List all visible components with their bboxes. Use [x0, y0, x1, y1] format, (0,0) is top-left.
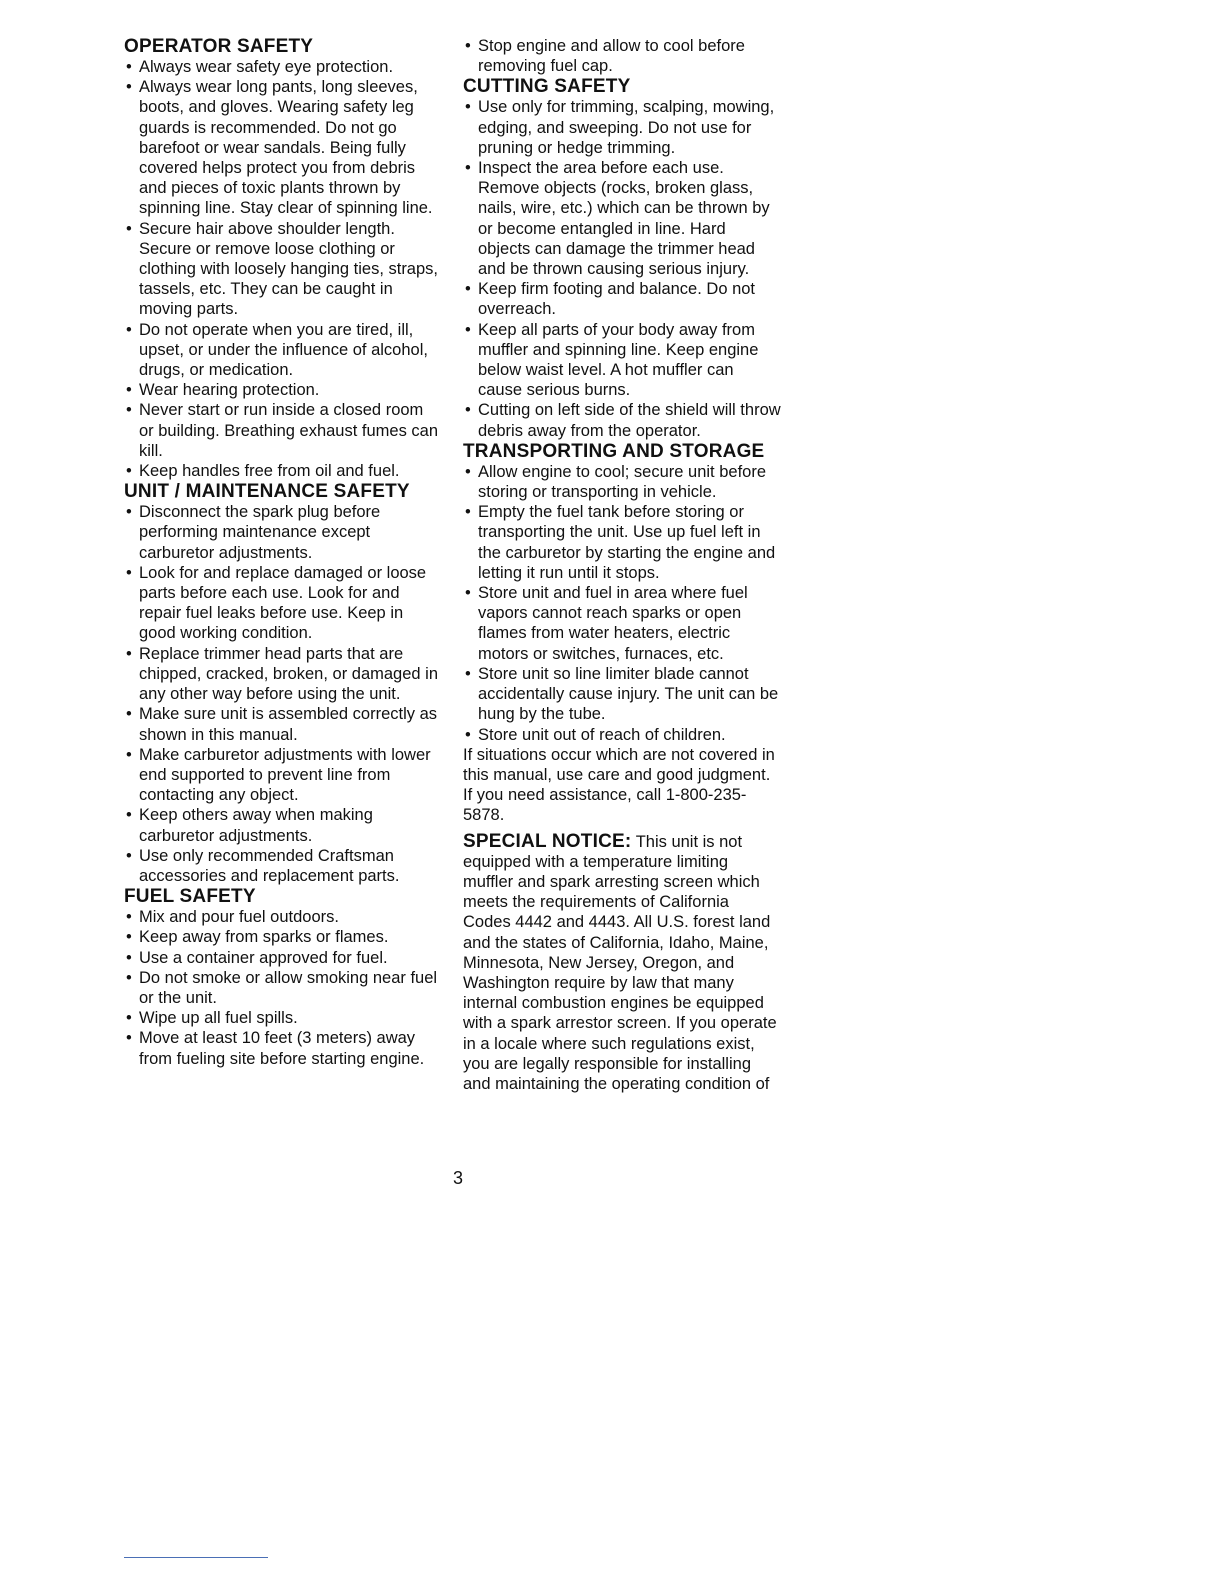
special-notice-heading: SPECIAL NOTICE: [463, 830, 632, 852]
list-item: • Wear hearing protection. [124, 380, 442, 400]
list-item: • Use a container approved for fuel. [124, 948, 442, 968]
special-notice [463, 832, 781, 1095]
page-number: 3 [452, 1168, 463, 1188]
list-item: • Always wear safety eye protection. [124, 57, 442, 77]
list-item: • Empty the fuel tank before storing or transporting the unit. Use up fuel left in the carburetor by starting the engine and letting it run until it stops. [463, 502, 781, 583]
list-item: • Keep firm footing and balance. Do not overreach. [463, 279, 781, 319]
transporting-storage-heading: TRANSPORTING AND STORAGE [463, 440, 765, 462]
cutting-safety-list [463, 97, 781, 440]
list-item: • Look for and replace damaged or loose parts before each use. Look for and repair fuel leaks before use. Keep in good working condition. [124, 563, 442, 644]
list-item: • Use only recommended Craftsman accessories and replacement parts. [124, 846, 442, 886]
list-item: • Keep others away when making carburetor adjustments. [124, 805, 442, 845]
list-item: • Make carburetor adjustments with lower end supported to prevent line from contacting any object. [124, 745, 442, 806]
list-item: • Do not smoke or allow smoking near fuel or the unit. [124, 968, 442, 1008]
unit-maintenance-safety-heading: UNIT / MAINTENANCE SAFETY [124, 481, 410, 503]
list-item: • Store unit so line limiter blade cannot accidentally cause injury. The unit can be hung by the tube. [463, 664, 781, 725]
special-notice-text: This unit is not equipped with a temperature limiting muffler and spark arresting screen which meets the requirements of California Codes 4442 and 4443. All U.S. forest land and the states of California, Idaho, Maine, Minnesota, New Jersey, Oregon, and Washington require by law that many internal combustion engines be equipped with a spark arrestor screen. If you operate in a locale where such regulations exist, you are legally responsible for installing and maintaining the operating condition of [463, 832, 777, 1093]
fuel-safety-list [124, 907, 442, 1069]
closing-paragraph: If situations occur which are not covered in this manual, use care and good judgment. If you need assistance, call 1-800-235-5878. [463, 745, 775, 825]
list-item: • Keep away from sparks or flames. [124, 927, 442, 947]
list-item: • Stop engine and allow to cool before removing fuel cap. [463, 36, 781, 76]
list-item: • Never start or run inside a closed room or building. Breathing exhaust fumes can kill. [124, 400, 442, 461]
list-item: • Mix and pour fuel outdoors. [124, 907, 442, 927]
operator-safety-heading: OPERATOR SAFETY [124, 36, 314, 57]
list-item: • Store unit out of reach of children. [463, 725, 781, 745]
transporting-storage-list [463, 462, 781, 745]
list-item: • Secure hair above shoulder length. Secure or remove loose clothing or clothing with loosely hanging ties, straps, tassels, etc. They can be caught in moving parts. [124, 219, 442, 320]
unit-maintenance-safety-list [124, 502, 442, 886]
list-item: • Cutting on left side of the shield will throw debris away from the operator. [463, 400, 781, 440]
list-item: • Keep all parts of your body away from muffler and spinning line. Keep engine below waist level. A hot muffler can cause serious burns. [463, 320, 781, 401]
list-item: • Wipe up all fuel spills. [124, 1008, 442, 1028]
fuel-safety-heading: FUEL SAFETY [124, 886, 256, 908]
right-column [463, 36, 781, 1094]
list-item: • Make sure unit is assembled correctly as shown in this manual. [124, 704, 442, 744]
list-item: • Keep handles free from oil and fuel. [124, 461, 442, 481]
cutting-safety-heading: CUTTING SAFETY [463, 76, 631, 98]
footer-rule [124, 1557, 268, 1558]
list-item: • Inspect the area before each use. Remove objects (rocks, broken glass, nails, wire, etc.) which can be thrown by or become entangled in line. Hard objects can damage the trimmer head and be thrown causing serious injury. [463, 158, 781, 279]
fuel-safety-continued-list [463, 36, 781, 76]
list-item: • Do not operate when you are tired, ill, upset, or under the influence of alcohol, drugs, or medication. [124, 320, 442, 381]
list-item: • Use only for trimming, scalping, mowing, edging, and sweeping. Do not use for pruning or hedge trimming. [463, 97, 781, 158]
list-item: • Move at least 10 feet (3 meters) away from fueling site before starting engine. [124, 1028, 442, 1068]
list-item: • Allow engine to cool; secure unit before storing or transporting in vehicle. [463, 462, 781, 502]
list-item: • Disconnect the spark plug before performing maintenance except carburetor adjustments. [124, 502, 442, 563]
list-item: • Store unit and fuel in area where fuel vapors cannot reach sparks or open flames from water heaters, electric motors or switches, furnaces, etc. [463, 583, 781, 664]
list-item: • Always wear long pants, long sleeves, boots, and gloves. Wearing safety leg guards is recommended. Do not go barefoot or wear sandals. Being fully covered helps protect you from debris and pieces of toxic plants thrown by spinning line. Stay clear of spinning line. [124, 77, 442, 218]
operator-safety-list [124, 57, 442, 481]
left-column [124, 36, 442, 1069]
list-item: • Replace trimmer head parts that are chipped, cracked, broken, or damaged in any other way before using the unit. [124, 644, 442, 705]
